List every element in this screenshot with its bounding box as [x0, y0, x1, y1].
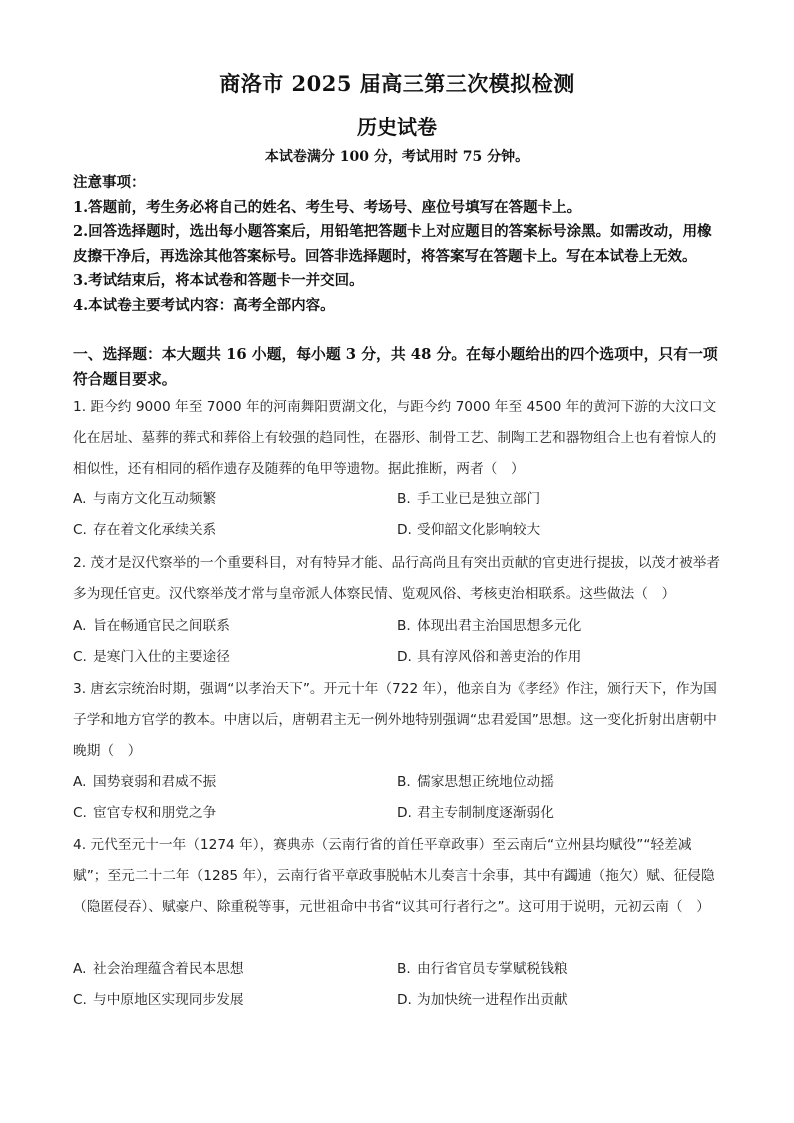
option-letter: D. [397, 992, 412, 1008]
option-text: 宦官专权和朋党之争 [93, 805, 217, 821]
option-d [397, 801, 554, 821]
option-letter: C. [73, 805, 87, 821]
option-letter: B. [397, 961, 411, 977]
option-text: 手工业已是独立部门 [417, 491, 541, 507]
option-letter: C. [73, 992, 87, 1008]
option-letter: B. [397, 491, 411, 507]
exam-info: 本试卷满分 100 分，考试用时 75 分钟。 [264, 149, 530, 165]
note-item: 1.答题前，考生务必将自己的姓名、考生号、考场号、座位号填写在答题卡上。 [73, 198, 582, 216]
option-b [397, 487, 540, 507]
option-text: 受仰韶文化影响较大 [417, 522, 541, 538]
option-text: 儒家思想正统地位动摇 [417, 774, 554, 790]
option-c [73, 518, 216, 538]
option-text: 具有淳风俗和善吏治的作用 [417, 649, 582, 665]
option-text: 社会治理蕴含着民本思想 [93, 961, 244, 977]
option-a [73, 770, 216, 790]
option-letter: A. [73, 491, 87, 507]
option-letter: D. [397, 805, 412, 821]
option-d [397, 645, 581, 665]
note-item: 4.本试卷主要考试内容：高考全部内容。 [73, 296, 335, 314]
option-text: 体现出君主治国思想多元化 [417, 618, 582, 634]
option-a [73, 487, 216, 507]
option-letter: C. [73, 522, 87, 538]
option-text: 旨在畅通官民之间联系 [93, 618, 230, 634]
option-letter: C. [73, 649, 87, 665]
note-item: 3.考试结束后，将本试卷和答题卡一并交回。 [73, 272, 364, 289]
option-text: 是寒门入仕的主要途径 [93, 649, 230, 665]
subject-title: 历史试卷 [357, 115, 437, 139]
option-letter: B. [397, 618, 411, 634]
option-c [73, 645, 230, 665]
option-text: 存在着文化承续关系 [93, 522, 217, 538]
option-c [73, 988, 244, 1008]
note-item: 2.回答选择题时，选出每小题答案后，用铅笔把答题卡上对应题目的答案标号涂黑。如需改动，用橡皮擦干净后，再选涂其他答案标号。回答非选择题时，将答案写在答题卡上。写在本试卷上无效。 [73, 223, 712, 265]
option-a [73, 614, 230, 634]
option-letter: B. [397, 774, 411, 790]
option-letter: D. [397, 522, 412, 538]
option-text: 为加快统一进程作出贡献 [417, 992, 568, 1008]
option-letter: D. [397, 649, 412, 665]
question-stem: 2. 茂才是汉代察举的一个重要科目，对有特异才能、品行高尚且有突出贡献的官吏进行提拔，以茂才被举者多为现任官吏。汉代察举茂才常与皇帝派人体察民情、览观风俗、考核吏治相联系。这些做法（ ） [73, 555, 721, 602]
option-b [397, 770, 554, 790]
option-a [73, 957, 244, 977]
question-stem: 1. 距今约 9000 年至 7000 年的河南舞阳贾湖文化，与距今约 7000 年至 4500 年的黄河下游的大汶口文化在居址、墓葬的葬式和葬俗上有较强的趋同性，在器形、制骨工艺、制陶工艺和器物组合上也有着惊人的相似性，还有相同的稻作遗存及随葬的龟甲等遗物。据此推断，两者（ ） [73, 399, 717, 477]
notes-heading: 注意事项： [73, 174, 146, 191]
option-d [397, 518, 540, 538]
section-heading: 一、选择题：本大题共 16 小题，每小题 3 分，共 48 分。在每小题给出的四个选项中，只有一项符合题目要求。 [73, 346, 718, 388]
option-letter: A. [73, 774, 87, 790]
option-text: 与南方文化互动频繁 [93, 491, 217, 507]
option-c [73, 801, 216, 821]
option-text: 与中原地区实现同步发展 [93, 992, 244, 1008]
exam-title: 商洛市 2025 届高三第三次模拟检测 [219, 71, 575, 96]
option-b [397, 957, 568, 977]
option-letter: A. [73, 618, 87, 634]
option-text: 由行省官员专掌赋税钱粮 [417, 961, 568, 977]
option-letter: A. [73, 961, 87, 977]
notes-block [73, 171, 723, 318]
question-stem: 4. 元代至元十一年（1274 年），赛典赤（云南行省的首任平章政事）至云南后“立州县均赋役”“轻差减赋”；至元二十二年（1285 年），云南行省平章政事脱帖木儿奏言十余事，其中有蠲逋（拖欠）赋、征侵隐（隐匿侵吞）、赋豪户、除重税等事，元世祖命中书省“议其可行者行之”。这可用于说明，元初云南（ ） [73, 837, 715, 915]
option-d [397, 988, 568, 1008]
question-stem: 3. 唐玄宗统治时期，强调“以孝治天下”。开元十年（722 年），他亲自为《孝经》作注，颁行天下，作为国子学和地方官学的教本。中唐以后，唐朝君主无一例外地特别强调“忠君爱国”思想。这一变化折射出唐朝中晚期（ ） [73, 681, 717, 759]
option-b [397, 614, 581, 634]
option-text: 君主专制制度逐渐弱化 [417, 805, 554, 821]
option-text: 国势衰弱和君威不振 [93, 774, 217, 790]
